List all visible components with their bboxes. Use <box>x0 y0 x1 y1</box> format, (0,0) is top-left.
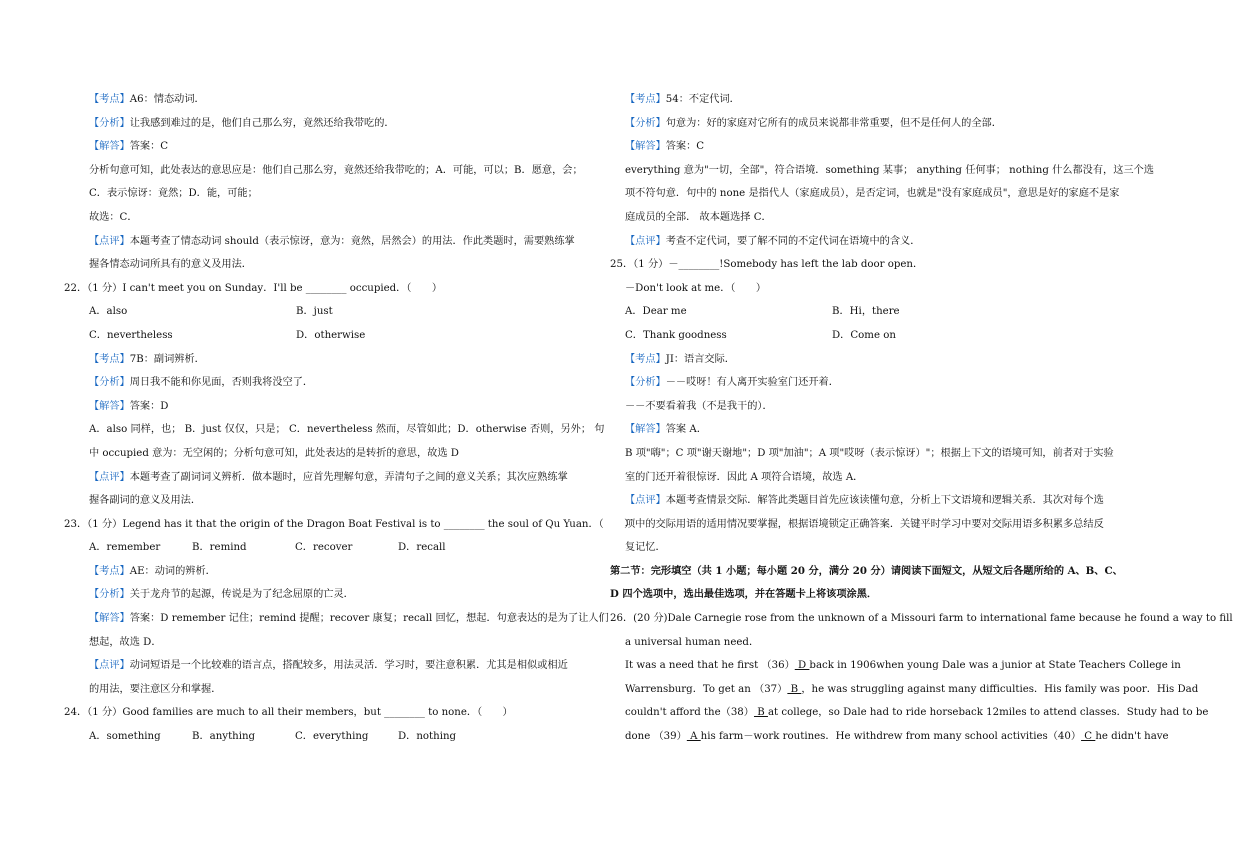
q21-dianping-2: 握各情态动词所具有的意义及用法． <box>89 259 252 271</box>
option: A．something <box>89 731 161 743</box>
q23-jieda: 【解答】答案：D remember 记住；remind 提醒；recover 康复；recall 回忆，想起．句意表达的是为了让人们 <box>89 613 609 625</box>
q22-options-row-2 <box>88 324 593 348</box>
left-column <box>64 88 635 749</box>
q25-fenxi: 【分析】－－哎呀！有人离开实验室门还开着． <box>625 377 839 389</box>
q24-stem: 24．（1 分）Good families are much to all their members，but ________ to none．（ ） <box>64 707 513 719</box>
q23-fenxi: 【分析】关于龙舟节的起源，传说是为了纪念屈原的亡灵． <box>89 589 354 601</box>
option: D．otherwise <box>296 329 366 341</box>
q25-kaodian: 【考点】JI：语言交际． <box>625 353 735 365</box>
blank-36-answer: D <box>794 660 810 672</box>
q26-passage-line-3: couldn't afford the（38） B at college，so Dale had to ride horseback 12miles to attend classes．Study had to be <box>625 707 1209 719</box>
q24-kaodian: 【考点】54：不定代词． <box>625 94 740 105</box>
blank-39-answer: A <box>686 731 701 743</box>
option: D．recall <box>398 542 446 554</box>
q23-dianping-2: 的用法，要注意区分和掌握． <box>89 683 222 695</box>
option: B．Hi，there <box>832 306 900 318</box>
q26-passage-line-4: done （39） A his farm－work routines．He withdrew from many school activities（40） C he didn't have <box>625 731 1169 743</box>
right-column <box>610 88 1233 749</box>
q25-dianping-3: 复记忆． <box>625 542 666 554</box>
q22-dianping: 【点评】本题考查了副词词义辨析．做本题时，应首先理解句意，弄清句子之间的意义关系；其次应熟练掌 <box>89 471 568 483</box>
q21-explain-3: 故选：C． <box>89 211 138 223</box>
q23-options <box>88 536 593 560</box>
q23-jieda-2: 想起，故选 D． <box>89 636 162 648</box>
q26-passage-line-1: It was a need that he first （36） D back in 1906when young Dale was a junior at State Teachers College in <box>625 660 1181 672</box>
q25-jieda: 【解答】答案 A． <box>625 424 707 436</box>
option: D．nothing <box>398 731 457 743</box>
q22-kaodian: 【考点】7B：副词辨析． <box>89 353 205 365</box>
q22-jieda: 【解答】答案：D <box>89 400 169 412</box>
q21-explain-1: 分析句意可知，此处表达的意思应是：他们自己那么穷，竟然还给我带吃的；A．可能，可以；B．愿意，会； <box>89 164 583 176</box>
option: B．remind <box>192 542 247 554</box>
q22-fenxi: 【分析】周日我不能和你见面，否则我将没空了． <box>89 377 314 389</box>
option: B．just <box>296 306 333 318</box>
q26-passage-line-2: Warrensburg．To get an （37） B ，he was struggling against many difficulties．His family was poor．His Dad <box>625 683 1199 695</box>
option: B．anything <box>192 731 256 743</box>
q24-explain-1: everything 意为"一切，全部"，符合语境．something 某事； anything 任何事； nothing 什么都没有，这三个选 <box>625 164 1154 176</box>
q24-dianping: 【点评】考查不定代词，要了解不同的不定代词在语境中的含义． <box>625 235 921 247</box>
q25-stem-2: －Don't look at me．（ ） <box>625 282 767 294</box>
q25-stem: 25．（1 分）－________!Somebody has left the lab door open． <box>610 259 924 271</box>
q24-fenxi: 【分析】句意为：好的家庭对它所有的成员来说都非常重要，但不是任何人的全部． <box>625 117 1002 129</box>
section-2-heading-2: D 四个选项中，选出最佳选项，并在答题卡上将该项涂黑． <box>610 588 878 601</box>
q22-stem: 22．（1 分）I can't meet you on Sunday．I'll be ________ occupied．（ ） <box>64 282 443 294</box>
q25-fenxi-2: －－不要看着我（不是我干的）． <box>625 400 773 412</box>
q21-kaodian: 【考点】A6：情态动词． <box>89 94 205 105</box>
q21-jieda: 【解答】答案：C <box>89 141 169 153</box>
blank-37-answer: B <box>787 683 802 695</box>
q25-dianping-2: 项中的交际用语的适用情况要掌握，根据语境锁定正确答案．关键平时学习中要对交际用语多积累多总结反 <box>625 518 1104 530</box>
option: A．Dear me <box>625 306 687 318</box>
q23-kaodian: 【考点】AE：动词的辨析． <box>89 565 216 577</box>
q26-stem: 26．(20 分)Dale Carnegie rose from the unknown of a Missouri farm to international fame because he found a way to fill <box>610 613 1233 625</box>
q24-jieda: 【解答】答案：C <box>625 141 705 153</box>
blank-40-answer: C <box>1081 731 1096 743</box>
q23-stem: 23．（1 分）Legend has it that the origin of the Dragon Boat Festival is to ________ the soul of Qu Yuan．（ ） <box>64 518 635 530</box>
q25-options-row-1 <box>624 300 1129 324</box>
q24-explain-2: 项不符句意．句中的 none 是指代人（家庭成员），是否定词，也就是"没有家庭成员"，意思是好的家庭不是家 <box>625 188 1120 200</box>
q21-fenxi: 【分析】让我感到难过的是，他们自己那么穷，竟然还给我带吃的． <box>89 117 395 129</box>
q25-options-row-2 <box>624 324 1129 348</box>
q23-dianping: 【点评】动词短语是一个比较难的语言点，搭配较多，用法灵活．学习时，要注意积累．尤其是相似或相近 <box>89 660 568 672</box>
q25-explain-1: B 项"嗨"；C 项"谢天谢地"；D 项"加油"；A 项"哎呀（表示惊讶）"；根据上下文的语境可知，前者对于实验 <box>625 447 1114 459</box>
q22-options-row-1 <box>88 300 593 324</box>
option: C．recover <box>295 542 353 554</box>
option: C．nevertheless <box>89 329 173 341</box>
q22-explain-2: 中 occupied 意为：无空闲的；分析句意可知，此处表达的是转折的意思，故选 D <box>89 447 459 459</box>
q22-dianping-2: 握各副词的意义及用法． <box>89 495 202 507</box>
q25-dianping: 【点评】本题考查情景交际．解答此类题目首先应该读懂句意，分析上下文语境和逻辑关系．其次对每个选 <box>625 495 1104 507</box>
option: C．everything <box>295 731 369 743</box>
q25-explain-2: 室的门还开着很惊讶．因此 A 项符合语境，故选 A． <box>625 471 864 483</box>
q21-dianping: 【点评】本题考查了情态动词 should（表示惊讶，意为：竟然，居然会）的用法．作此类题时，需要熟练掌 <box>89 235 575 247</box>
option: A．remember <box>89 542 161 554</box>
q24-options <box>88 725 593 749</box>
q24-explain-3: 庭成员的全部． 故本题选择 C． <box>625 211 772 223</box>
blank-38-answer: B <box>753 707 768 719</box>
q21-explain-2: C．表示惊讶：竟然；D．能，可能； <box>89 188 258 200</box>
option: C．Thank goodness <box>625 329 727 341</box>
option: D．Come on <box>832 329 896 341</box>
option: A．also <box>89 306 128 318</box>
q22-explain-1: A．also 同样，也； B．just 仅仅，只是； C．nevertheless 然而，尽管如此；D．otherwise 否则，另外； 句 <box>89 424 605 436</box>
q26-stem-2: a universal human need． <box>625 636 760 648</box>
section-2-heading: 第二节：完形填空（共 1 小题；每小题 20 分，满分 20 分）请阅读下面短文，从短文后各题所给的 A、B、C、 <box>610 564 1123 577</box>
